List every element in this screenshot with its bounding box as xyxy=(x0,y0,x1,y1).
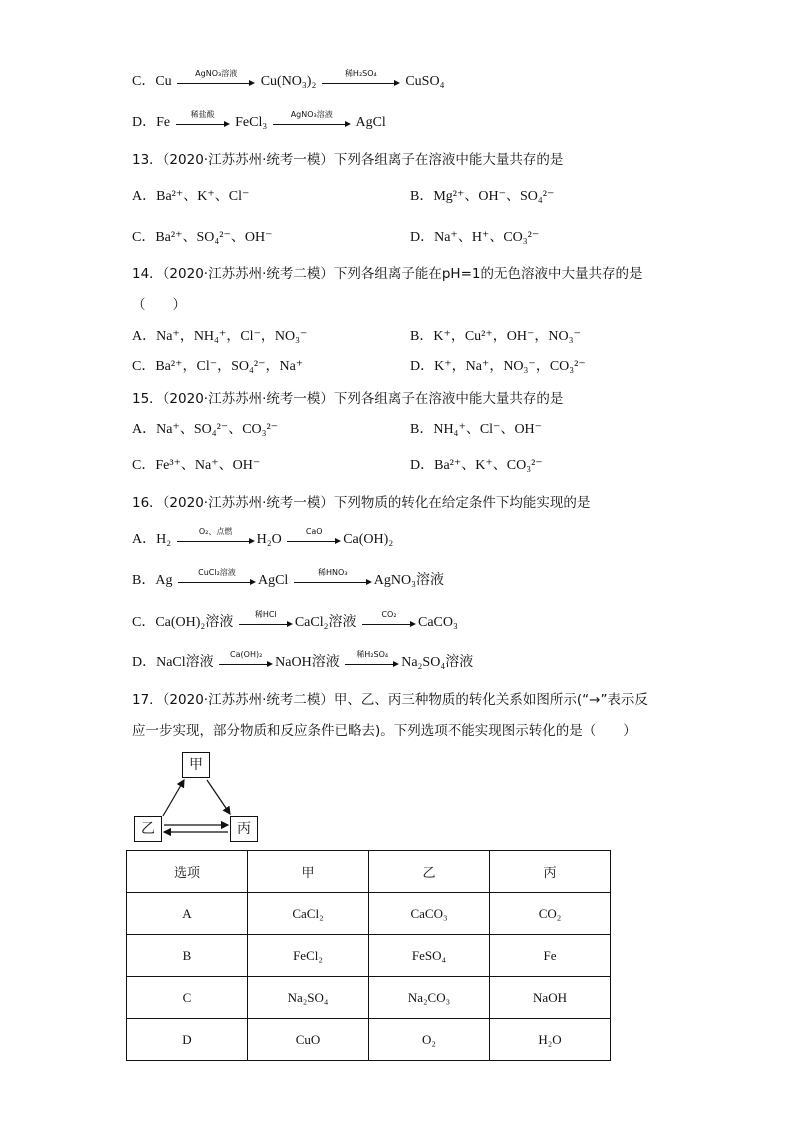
intermediate: FeCl₃ xyxy=(235,115,268,130)
node-bing: 丙 xyxy=(230,816,258,842)
intermediate: Cu(NO₃)₂ xyxy=(260,74,317,89)
q12-option-d xyxy=(132,109,386,133)
reaction-arrow: CO₂ xyxy=(362,616,416,630)
table-row xyxy=(127,893,611,935)
table-cell: Na₂CO₃ xyxy=(369,977,490,1019)
q13-option-c: C．Ba²⁺、SO₄²⁻、OH⁻ xyxy=(132,230,273,245)
reaction-arrow: 稀H₂SO₄ xyxy=(322,75,400,89)
table-cell: CaCl₂ xyxy=(248,893,369,935)
q14-stem: 14．（2020·江苏苏州·统考二模）下列各组离子能在pH=1的无色溶液中大量共存的是 xyxy=(132,266,643,282)
arrow-jia-to-bing xyxy=(207,780,230,814)
reaction-arrow: CuCl₂溶液 xyxy=(178,574,256,588)
q14-answer-paren: （ ） xyxy=(132,297,186,313)
reaction-arrow: CaO xyxy=(287,533,341,547)
q15-option-b: B．NH₄⁺、Cl⁻、OH⁻ xyxy=(410,422,543,437)
table-cell: CO₂ xyxy=(490,893,611,935)
reaction-arrow: 稀H₂SO₄ xyxy=(345,656,399,670)
table-cell: H₂O xyxy=(490,1019,611,1061)
reactant: D．NaCl溶液 xyxy=(132,655,214,670)
table-row xyxy=(127,935,611,977)
table-cell: FeCl₂ xyxy=(248,935,369,977)
table-header: 选项 xyxy=(127,851,248,893)
q13-stem: 13．（2020·江苏苏州·统考一模）下列各组离子在溶液中能大量共存的是 xyxy=(132,152,564,168)
q17-stem-line1: 17．（2020·江苏苏州·统考二模）甲、乙、丙三种物质的转化关系如图所示(“→”表示反 xyxy=(132,692,648,708)
q15-option-a: A．Na⁺、SO₄²⁻、CO₃²⁻ xyxy=(132,422,279,437)
q16-option-b xyxy=(132,567,445,591)
table-cell: C xyxy=(127,977,248,1019)
table-header: 丙 xyxy=(490,851,611,893)
q16-option-c xyxy=(132,609,458,633)
q13-option-a: A．Ba²⁺、K⁺、Cl⁻ xyxy=(132,189,250,204)
table-cell: A xyxy=(127,893,248,935)
node-yi: 乙 xyxy=(134,816,162,842)
q16-stem: 16．（2020·江苏苏州·统考一模）下列物质的转化在给定条件下均能实现的是 xyxy=(132,495,591,511)
q14-option-b: B．K⁺，Cu²⁺，OH⁻，NO₃⁻ xyxy=(410,329,581,344)
product: CaCO₃ xyxy=(418,615,458,630)
reaction-arrow: 稀HCl xyxy=(239,616,293,630)
q15-option-c: C．Fe³⁺、Na⁺、OH⁻ xyxy=(132,458,261,473)
table-cell: D xyxy=(127,1019,248,1061)
q15-option-d: D．Ba²⁺、K⁺、CO₃²⁻ xyxy=(410,458,543,473)
table-header: 乙 xyxy=(369,851,490,893)
intermediate: CaCl₂溶液 xyxy=(294,615,357,630)
reaction-arrow: AgNO₃溶液 xyxy=(177,75,255,89)
table-cell: B xyxy=(127,935,248,977)
table-cell: O₂ xyxy=(369,1019,490,1061)
reactant: A．H₂ xyxy=(132,532,172,547)
reactant: C．Cu xyxy=(132,74,172,89)
product: AgNO₃溶液 xyxy=(373,573,445,588)
table-cell: Na₂SO₄ xyxy=(248,977,369,1019)
reaction-arrow: 稀盐酸 xyxy=(176,116,230,130)
intermediate: AgCl xyxy=(257,573,289,588)
reaction-arrow: O₂、点燃 xyxy=(177,533,255,547)
reactant: D．Fe xyxy=(132,115,171,130)
product: CuSO₄ xyxy=(405,74,445,89)
product: AgCl xyxy=(355,115,386,130)
arrow-yi-to-jia xyxy=(163,780,184,816)
table-cell: NaOH xyxy=(490,977,611,1019)
table-cell: CuO xyxy=(248,1019,369,1061)
q13-option-d: D．Na⁺、H⁺、CO₃²⁻ xyxy=(410,230,540,245)
options-table xyxy=(126,850,611,1061)
product: Ca(OH)₂ xyxy=(343,532,394,547)
intermediate: H₂O xyxy=(256,532,282,547)
table-cell: CaCO₃ xyxy=(369,893,490,935)
table-header-row xyxy=(127,851,611,893)
table-row xyxy=(127,1019,611,1061)
reaction-arrow: AgNO₃溶液 xyxy=(273,116,351,130)
q16-option-a xyxy=(132,526,394,550)
reaction-arrow: 稀HNO₃ xyxy=(294,574,372,588)
q12-option-c xyxy=(132,68,445,92)
intermediate: NaOH溶液 xyxy=(275,655,340,670)
node-jia: 甲 xyxy=(182,752,210,778)
conversion-diagram xyxy=(132,752,262,844)
q14-option-c: C．Ba²⁺，Cl⁻，SO₄²⁻，Na⁺ xyxy=(132,359,304,374)
table-header: 甲 xyxy=(248,851,369,893)
table-cell: Fe xyxy=(490,935,611,977)
reactant: B．Ag xyxy=(132,573,173,588)
q14-option-a: A．Na⁺，NH₄⁺，Cl⁻，NO₃⁻ xyxy=(132,329,308,344)
table-row xyxy=(127,977,611,1019)
q17-stem-line2: 应一步实现，部分物质和反应条件已略去)。下列选项不能实现图示转化的是（ ） xyxy=(132,723,637,739)
q14-option-d: D．K⁺，Na⁺，NO₃⁻，CO₃²⁻ xyxy=(410,359,586,374)
table-cell: FeSO₄ xyxy=(369,935,490,977)
q16-option-d xyxy=(132,649,474,673)
reactant: C．Ca(OH)₂溶液 xyxy=(132,615,234,630)
product: Na₂SO₄溶液 xyxy=(401,655,474,670)
q13-option-b: B．Mg²⁺、OH⁻、SO₄²⁻ xyxy=(410,189,555,204)
q15-stem: 15．（2020·江苏苏州·统考一模）下列各组离子在溶液中能大量共存的是 xyxy=(132,391,564,407)
reaction-arrow: Ca(OH)₂ xyxy=(219,656,273,670)
